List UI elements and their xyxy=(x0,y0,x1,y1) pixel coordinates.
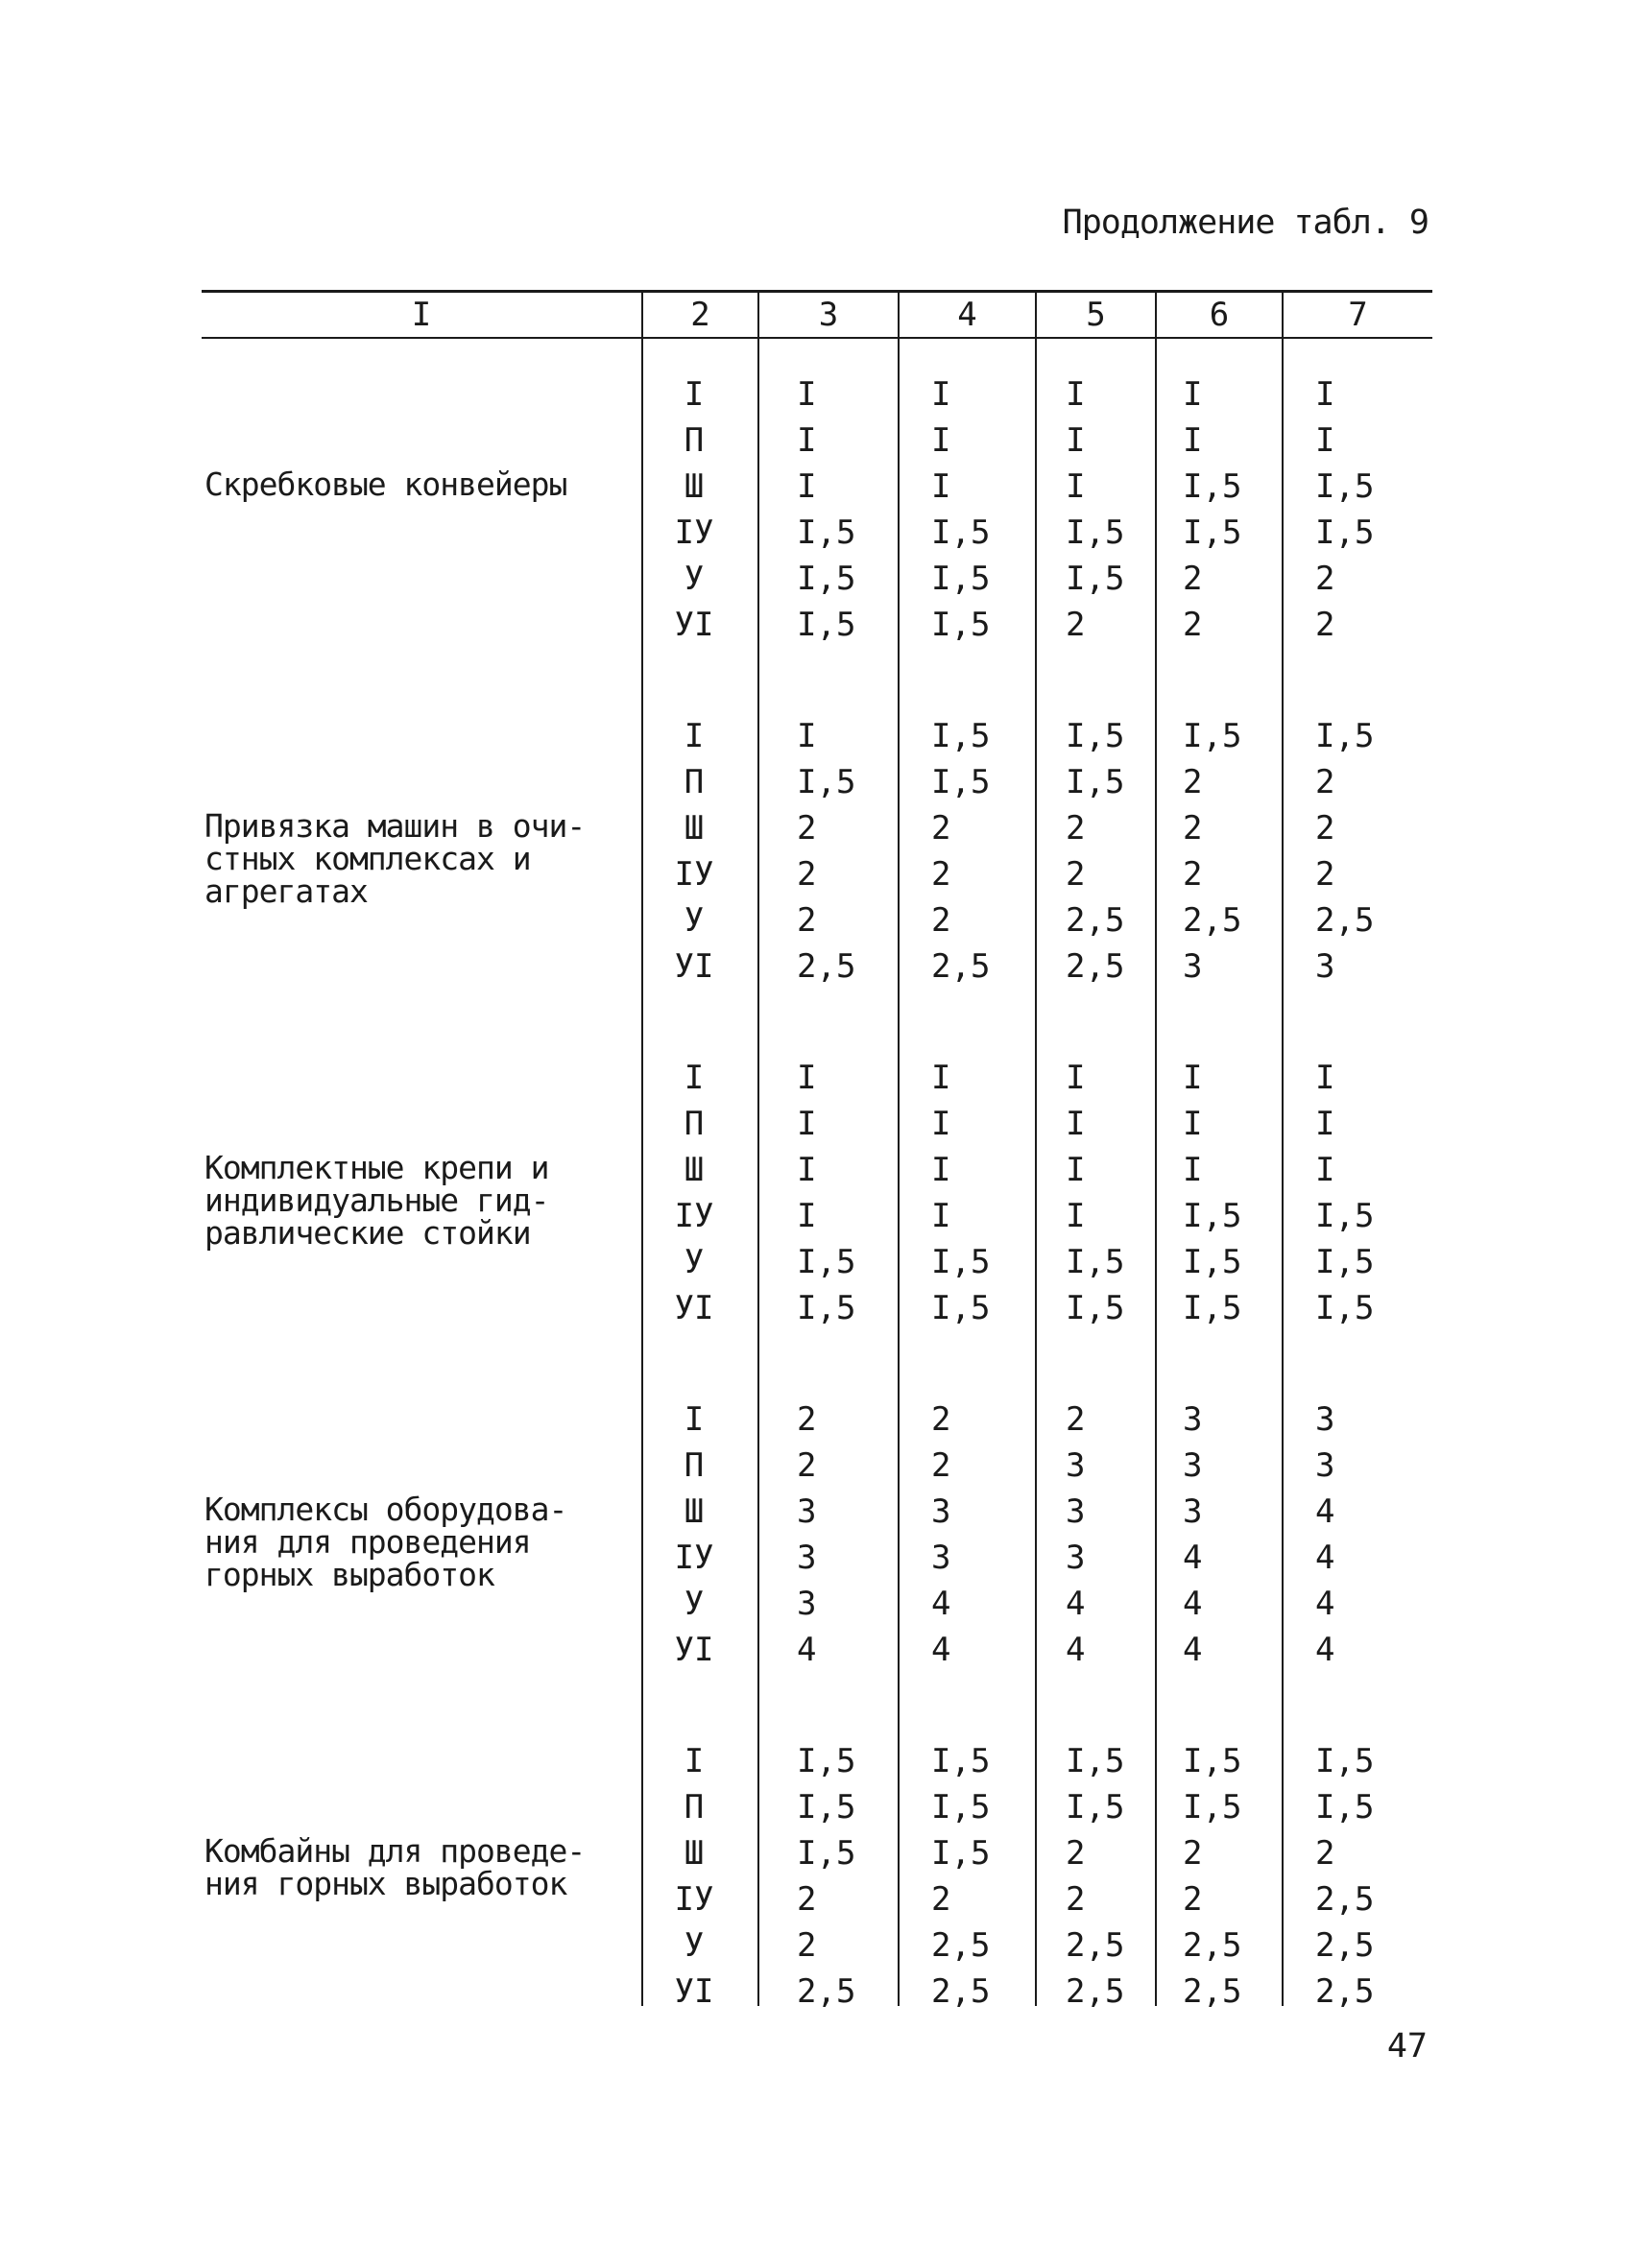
table-row xyxy=(0,759,1633,805)
value-cell: 2 xyxy=(797,1446,817,1485)
value-cell: I,5 xyxy=(1315,1788,1375,1826)
table-row xyxy=(0,1969,1633,2015)
value-cell: I,5 xyxy=(1066,717,1125,755)
page-number: 47 xyxy=(1386,2027,1428,2065)
value-cell: I,5 xyxy=(797,1289,856,1327)
value-cell: 2,5 xyxy=(1315,1926,1375,1965)
value-cell: I,5 xyxy=(797,1742,856,1780)
value-cell: 4 xyxy=(1183,1631,1203,1669)
value-cell: 3 xyxy=(1183,1492,1203,1531)
table-row xyxy=(0,1285,1633,1331)
category-cell: У xyxy=(684,901,705,940)
value-cell: 2 xyxy=(1315,560,1335,598)
value-cell: I,5 xyxy=(931,560,991,598)
value-cell: I,5 xyxy=(797,560,856,598)
table-row xyxy=(0,1239,1633,1285)
value-cell: I xyxy=(797,1105,817,1143)
category-cell: Ш xyxy=(684,467,705,506)
table-row xyxy=(0,1101,1633,1147)
table-row xyxy=(0,897,1633,943)
category-cell: IУ xyxy=(674,513,714,552)
value-cell: 2 xyxy=(931,1446,951,1485)
table-row xyxy=(0,1922,1633,1969)
header-col-2: 2 xyxy=(690,296,710,334)
value-cell: 4 xyxy=(1315,1539,1335,1577)
value-cell: I xyxy=(931,421,951,460)
value-cell: 2,5 xyxy=(1183,1926,1242,1965)
value-cell: I,5 xyxy=(1315,1289,1375,1327)
row-group-name: Комбайны для проведе- ния горных выработок xyxy=(204,1831,586,1902)
category-cell: Ш xyxy=(684,1492,705,1531)
table-row xyxy=(0,1443,1633,1489)
value-cell: 2 xyxy=(797,1926,817,1965)
value-cell: I,5 xyxy=(1183,717,1242,755)
value-cell: I xyxy=(1066,1059,1086,1097)
value-cell: 2 xyxy=(931,901,951,940)
table-row xyxy=(0,418,1633,464)
value-cell: I,5 xyxy=(797,763,856,801)
value-cell: 2 xyxy=(797,855,817,894)
value-cell: 3 xyxy=(1066,1539,1086,1577)
value-cell: 3 xyxy=(1315,947,1335,986)
header-col-5: 5 xyxy=(1086,296,1106,334)
value-cell: I,5 xyxy=(1066,560,1125,598)
category-cell: П xyxy=(684,1446,705,1485)
value-cell: 3 xyxy=(1183,1446,1203,1485)
value-cell: 2,5 xyxy=(1066,947,1125,986)
value-cell: I,5 xyxy=(931,1788,991,1826)
value-cell: 2,5 xyxy=(1315,901,1375,940)
table-row xyxy=(0,1876,1633,1922)
value-cell: I xyxy=(1183,1059,1203,1097)
value-cell: 2 xyxy=(1315,606,1335,644)
value-cell: 4 xyxy=(931,1585,951,1623)
value-cell: I xyxy=(1315,421,1335,460)
value-cell: I xyxy=(1315,375,1335,414)
table-caption: Продолжение табл. 9 xyxy=(1062,203,1429,242)
value-cell: 2 xyxy=(1183,1880,1203,1919)
value-cell: 2 xyxy=(797,1400,817,1439)
category-cell: У xyxy=(684,1926,705,1965)
value-cell: 3 xyxy=(797,1492,817,1531)
category-cell: Ш xyxy=(684,1834,705,1873)
value-cell: 2 xyxy=(797,1880,817,1919)
table-row xyxy=(0,943,1633,990)
value-cell: I,5 xyxy=(1066,513,1125,552)
value-cell: 2 xyxy=(1066,1880,1086,1919)
value-cell: I xyxy=(1315,1151,1335,1189)
value-cell: 2 xyxy=(1183,560,1203,598)
category-cell: Ш xyxy=(684,809,705,848)
value-cell: I,5 xyxy=(797,1243,856,1281)
value-cell: I,5 xyxy=(931,763,991,801)
category-cell: УI xyxy=(674,1972,714,2011)
value-cell: I xyxy=(931,467,951,506)
value-cell: 4 xyxy=(1183,1539,1203,1577)
category-cell: I xyxy=(684,717,705,755)
category-cell: УI xyxy=(674,606,714,644)
value-cell: 4 xyxy=(1315,1492,1335,1531)
value-cell: 3 xyxy=(1315,1446,1335,1485)
table-row xyxy=(0,1627,1633,1673)
value-cell: I,5 xyxy=(1066,1742,1125,1780)
value-cell: 2,5 xyxy=(797,947,856,986)
value-cell: 4 xyxy=(1183,1585,1203,1623)
value-cell: 2 xyxy=(1183,606,1203,644)
value-cell: 2 xyxy=(1066,1400,1086,1439)
value-cell: I xyxy=(1183,375,1203,414)
category-cell: П xyxy=(684,763,705,801)
table-row xyxy=(0,556,1633,602)
category-cell: IУ xyxy=(674,1539,714,1577)
value-cell: 3 xyxy=(931,1539,951,1577)
row-group-name: Комплексы оборудова- ния для проведения горных выработок xyxy=(204,1490,567,1593)
category-cell: УI xyxy=(674,1289,714,1327)
category-cell: П xyxy=(684,1105,705,1143)
value-cell: 2,5 xyxy=(1183,901,1242,940)
value-cell: I,5 xyxy=(1183,1788,1242,1826)
table-row xyxy=(0,1147,1633,1193)
value-cell: I,5 xyxy=(931,606,991,644)
value-cell: I,5 xyxy=(1315,1742,1375,1780)
value-cell: 3 xyxy=(1066,1446,1086,1485)
value-cell: I xyxy=(797,375,817,414)
value-cell: I,5 xyxy=(1066,1243,1125,1281)
value-cell: I,5 xyxy=(1183,1243,1242,1281)
value-cell: I xyxy=(1066,375,1086,414)
value-cell: I,5 xyxy=(931,717,991,755)
value-cell: I,5 xyxy=(1066,1788,1125,1826)
value-cell: 2 xyxy=(931,809,951,848)
value-cell: 3 xyxy=(1183,947,1203,986)
table-row xyxy=(0,851,1633,897)
category-cell: У xyxy=(684,1585,705,1623)
value-cell: 2,5 xyxy=(1315,1972,1375,2011)
value-cell: 3 xyxy=(1066,1492,1086,1531)
value-cell: 2,5 xyxy=(797,1972,856,2011)
value-cell: I xyxy=(797,1151,817,1189)
value-cell: I,5 xyxy=(797,1834,856,1873)
category-cell: У xyxy=(684,560,705,598)
row-group-name: Привязка машин в очи- стных комплексах и агрегатах xyxy=(204,806,586,910)
value-cell: 2,5 xyxy=(1066,901,1125,940)
value-cell: 4 xyxy=(1315,1585,1335,1623)
value-cell: 2,5 xyxy=(1183,1972,1242,2011)
value-cell: 2,5 xyxy=(931,1926,991,1965)
value-cell: 2 xyxy=(1315,855,1335,894)
value-cell: 2 xyxy=(1066,809,1086,848)
value-cell: 4 xyxy=(931,1631,951,1669)
row-group-name: Скребковые конвейеры xyxy=(204,465,567,503)
value-cell: I xyxy=(931,1151,951,1189)
value-cell: 3 xyxy=(797,1585,817,1623)
table-row xyxy=(0,713,1633,759)
table-row xyxy=(0,464,1633,510)
value-cell: 2,5 xyxy=(931,947,991,986)
value-cell: 2 xyxy=(931,855,951,894)
value-cell: I,5 xyxy=(931,1289,991,1327)
value-cell: I xyxy=(1315,1105,1335,1143)
value-cell: I,5 xyxy=(1066,1289,1125,1327)
value-cell: I,5 xyxy=(1183,1742,1242,1780)
category-cell: I xyxy=(684,375,705,414)
value-cell: I,5 xyxy=(931,1742,991,1780)
value-cell: I,5 xyxy=(1183,1197,1242,1235)
value-cell: I xyxy=(1066,421,1086,460)
value-cell: 4 xyxy=(797,1631,817,1669)
value-cell: I xyxy=(1066,1197,1086,1235)
value-cell: I,5 xyxy=(1315,513,1375,552)
value-cell: I,5 xyxy=(931,513,991,552)
category-cell: Ш xyxy=(684,1151,705,1189)
category-cell: П xyxy=(684,1788,705,1826)
value-cell: I,5 xyxy=(797,1788,856,1826)
value-cell: 3 xyxy=(1183,1400,1203,1439)
table-header-rule xyxy=(202,337,1432,339)
header-col-7: 7 xyxy=(1348,296,1368,334)
value-cell: 2 xyxy=(931,1400,951,1439)
value-cell: I,5 xyxy=(1315,1243,1375,1281)
value-cell: 2 xyxy=(1183,1834,1203,1873)
table-row xyxy=(0,371,1633,418)
value-cell: I,5 xyxy=(1315,467,1375,506)
value-cell: 4 xyxy=(1066,1585,1086,1623)
value-cell: I xyxy=(797,421,817,460)
value-cell: 2,5 xyxy=(931,1972,991,2011)
category-cell: УI xyxy=(674,947,714,986)
value-cell: I xyxy=(797,1059,817,1097)
value-cell: I xyxy=(931,1105,951,1143)
value-cell: I xyxy=(797,717,817,755)
category-cell: I xyxy=(684,1059,705,1097)
header-col-1: I xyxy=(411,296,432,334)
value-cell: 2 xyxy=(1066,606,1086,644)
table-row xyxy=(0,1581,1633,1627)
value-cell: I xyxy=(797,1197,817,1235)
value-cell: I,5 xyxy=(1183,513,1242,552)
value-cell: I xyxy=(1183,1105,1203,1143)
table-row xyxy=(0,510,1633,556)
table-row xyxy=(0,1397,1633,1443)
table-row xyxy=(0,1738,1633,1784)
category-cell: I xyxy=(684,1400,705,1439)
value-cell: I xyxy=(1066,1151,1086,1189)
category-cell: IУ xyxy=(674,1880,714,1919)
table-row xyxy=(0,1489,1633,1535)
category-cell: П xyxy=(684,421,705,460)
value-cell: 2,5 xyxy=(1066,1926,1125,1965)
category-cell: IУ xyxy=(674,1197,714,1235)
value-cell: 2 xyxy=(797,809,817,848)
category-cell: IУ xyxy=(674,855,714,894)
table-row xyxy=(0,1784,1633,1830)
value-cell: 3 xyxy=(797,1539,817,1577)
header-col-3: 3 xyxy=(818,296,839,334)
row-group-name: Комплектные крепи и индивидуальные гид- равлические стойки xyxy=(204,1148,549,1252)
value-cell: I,5 xyxy=(1315,1197,1375,1235)
table-row xyxy=(0,1193,1633,1239)
value-cell: 2 xyxy=(1183,809,1203,848)
table-row xyxy=(0,602,1633,648)
value-cell: 2 xyxy=(1066,855,1086,894)
value-cell: I xyxy=(931,375,951,414)
value-cell: I,5 xyxy=(1183,467,1242,506)
value-cell: 2,5 xyxy=(1315,1880,1375,1919)
value-cell: I,5 xyxy=(1183,1289,1242,1327)
value-cell: 2 xyxy=(1183,855,1203,894)
value-cell: I,5 xyxy=(1315,717,1375,755)
value-cell: I xyxy=(1183,421,1203,460)
value-cell: 2,5 xyxy=(1066,1972,1125,2011)
table-row xyxy=(0,1055,1633,1101)
value-cell: 4 xyxy=(1315,1631,1335,1669)
value-cell: I,5 xyxy=(931,1243,991,1281)
value-cell: I,5 xyxy=(1066,763,1125,801)
header-col-4: 4 xyxy=(957,296,977,334)
value-cell: 2 xyxy=(797,901,817,940)
value-cell: 2 xyxy=(1315,763,1335,801)
value-cell: 2 xyxy=(1315,809,1335,848)
value-cell: I,5 xyxy=(797,606,856,644)
value-cell: I xyxy=(1183,1151,1203,1189)
table-row xyxy=(0,1535,1633,1581)
value-cell: 2 xyxy=(1183,763,1203,801)
value-cell: I xyxy=(931,1197,951,1235)
value-cell: 4 xyxy=(1066,1631,1086,1669)
value-cell: I,5 xyxy=(797,513,856,552)
value-cell: 2 xyxy=(1066,1834,1086,1873)
value-cell: I xyxy=(797,467,817,506)
value-cell: I xyxy=(1066,467,1086,506)
value-cell: 3 xyxy=(931,1492,951,1531)
header-col-6: 6 xyxy=(1209,296,1230,334)
value-cell: I xyxy=(1315,1059,1335,1097)
table-row xyxy=(0,805,1633,851)
value-cell: I xyxy=(1066,1105,1086,1143)
value-cell: 2 xyxy=(1315,1834,1335,1873)
value-cell: I xyxy=(931,1059,951,1097)
category-cell: УI xyxy=(674,1631,714,1669)
table-row xyxy=(0,1830,1633,1876)
category-cell: I xyxy=(684,1742,705,1780)
value-cell: 3 xyxy=(1315,1400,1335,1439)
value-cell: I,5 xyxy=(931,1834,991,1873)
value-cell: 2 xyxy=(931,1880,951,1919)
category-cell: У xyxy=(684,1243,705,1281)
